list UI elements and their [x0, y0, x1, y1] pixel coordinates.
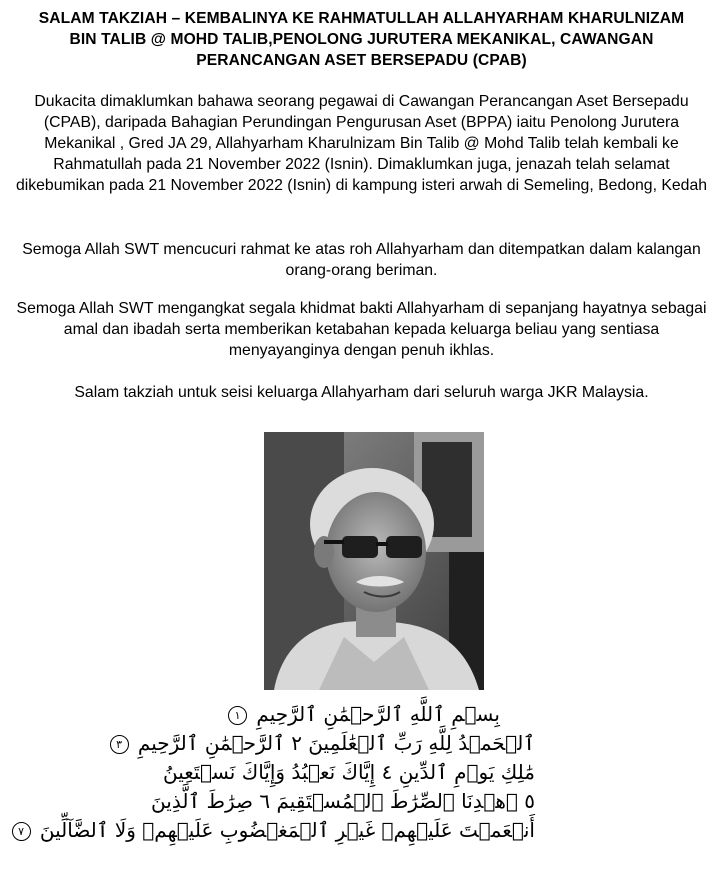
prayer-paragraph-2: Semoga Allah SWT mengangkat segala khidmat bakti Allahyarham di sepanjang hayatnya sebagai amal dan ibadah serta memberikan ketabahan kepada keluarga beliau yang sentiasa menyayanginya dengan penuh ikhlas. [16, 300, 707, 359]
ayah-number-marker: ٣ [110, 735, 129, 754]
ayah-number-marker: ٧ [12, 822, 31, 841]
announcement-paragraph: Dukacita dimaklumkan bahawa seorang pegawai di Cawangan Perancangan Aset Bersepadu (CPAB), daripada Bahagian Perundingan Pengurusan Aset (BPPA) iaitu Penolong Jurutera Mekanikal , Gred JA 29, Allahyarham Kharulnizam Bin Talib @ Mohd Talib telah kembali ke Rahmatullah pada 21 November 2022 (Isnin). Dimaklumkan juga, jenazah telah selamat dikebumikan pada 21 November 2022 (Isnin) di kampung isteri arwah di Semeling, Bedong, Kedah [15, 93, 708, 194]
quran-line: بِسۡمِ ٱللَّهِ ٱلرَّحۡمَٰنِ ٱلرَّحِيمِ ١ [190, 700, 535, 729]
quran-line: مَٰلِكِ يَوۡمِ ٱلدِّينِ ٤ إِيَّاكَ نَعۡبُدُ وَإِيَّاكَ نَسۡتَعِينُ [163, 760, 535, 784]
portrait-photo [264, 432, 484, 690]
portrait-photo-icon [264, 432, 484, 690]
quran-line: ٱلۡحَمۡدُ لِلَّهِ رَبِّ ٱلۡعَٰلَمِينَ ٢ ٱلرَّحۡمَٰنِ ٱلرَّحِيمِ ٣ [190, 729, 535, 758]
closing-paragraph: Salam takziah untuk seisi keluarga Allahyarham dari seluruh warga JKR Malaysia. [74, 384, 649, 401]
quran-line: ٥ ٱهۡدِنَا ٱلصِّرَٰطَ ٱلۡمُسۡتَقِيمَ ٦ صِرَٰطَ ٱلَّذِينَ [151, 789, 535, 813]
ayah-number-marker: ١ [228, 706, 247, 725]
quran-line: أَنۡعَمۡتَ عَلَيۡهِمۡ غَيۡرِ ٱلۡمَغۡضُوبِ عَلَيۡهِمۡ وَلَا ٱلضَّآلِّينَ ٧ [190, 816, 535, 845]
prayer-paragraph-1: Semoga Allah SWT mencucuri rahmat ke atas roh Allahyarham dan ditempatkan dalam kalangan orang-orang beriman. [22, 241, 701, 279]
quran-verses [18, 700, 535, 845]
page-title: SALAM TAKZIAH – KEMBALINYA KE RAHMATULLAH ALLAHYARHAM KHARULNIZAM BIN TALIB @ MOHD TALIB,PENOLONG JURUTERA MEKANIKAL, CAWANGAN PERANCANGAN ASET BERSEPADU (CPAB) [38, 10, 685, 69]
